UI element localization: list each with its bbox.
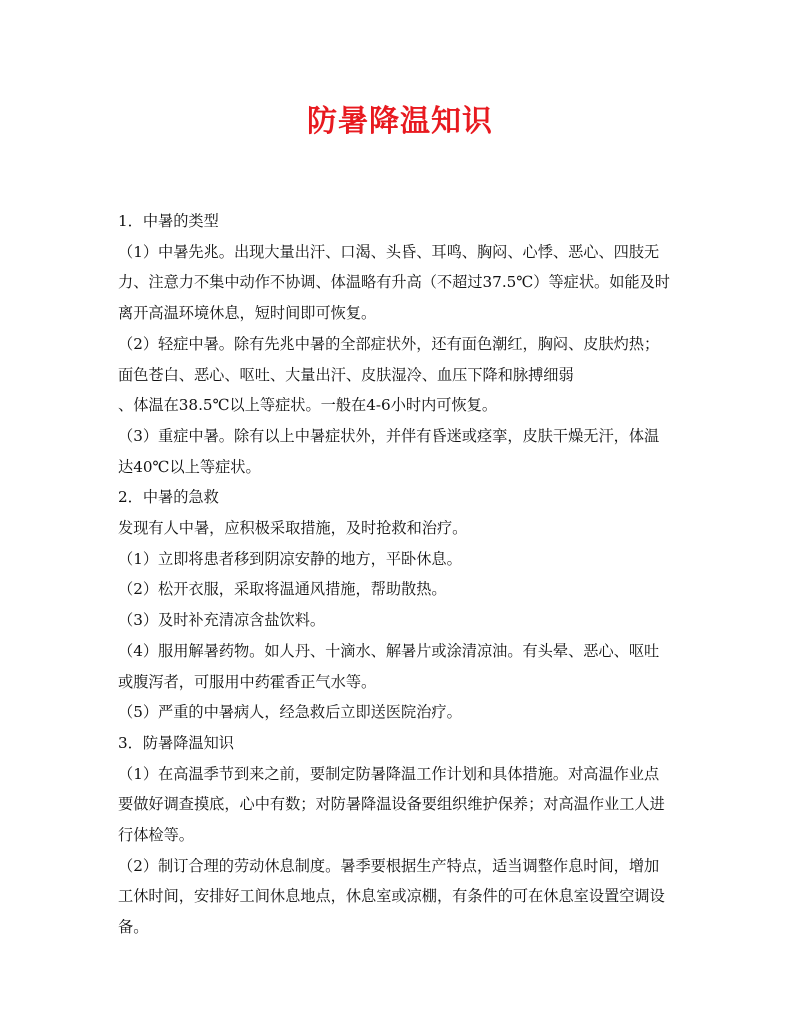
- body-line: 要做好调查摸底，心中有数；对防暑降温设备要组织维护保养；对高温作业工人进: [118, 795, 665, 814]
- body-line: （4）服用解暑药物。如人丹、十滴水、解暑片或涂清凉油。有头晕、恶心、呕吐: [118, 641, 660, 660]
- body-line: （3）重症中暑。除有以上中暑症状外，并伴有昏迷或痉挛，皮肤干燥无汗，体温: [118, 426, 660, 445]
- body-line: （2）松开衣服，采取将温通风措施，帮助散热。: [118, 580, 447, 599]
- body-line: 行体检等。: [118, 826, 194, 845]
- body-line: （1）立即将患者移到阴凉安静的地方，平卧休息。: [118, 549, 462, 568]
- body-line: 离开高温环境休息，短时间即可恢复。: [118, 304, 377, 323]
- body-line: （2）制订合理的劳动休息制度。暑季要根据生产特点，适当调整作息时间，增加: [118, 856, 660, 875]
- body-line: 或腹泻者，可服用中药霍香正气水等。: [118, 672, 377, 691]
- body-line: （1）在高温季节到来之前，要制定防暑降温工作计划和具体措施。对高温作业点: [118, 764, 660, 783]
- body-line: 力、注意力不集中动作不协调、体温略有升高（不超过37.5℃）等症状。如能及时: [118, 273, 670, 292]
- section-heading: 1．中暑的类型: [118, 212, 219, 230]
- body-line: （5）严重的中暑病人，经急救后立即送医院治疗。: [118, 703, 462, 722]
- body-line: 面色苍白、恶心、呕吐、大量出汗、皮肤湿冷、血压下降和脉搏细弱: [118, 365, 574, 384]
- section-heading: 3．防暑降温知识: [118, 733, 234, 752]
- body-line: 备。: [118, 918, 149, 937]
- body-line: （2）轻症中暑。除有先兆中暑的全部症状外，还有面色潮红，胸闷、皮肤灼热；: [118, 334, 660, 353]
- body-line: 工休时间，安排好工间休息地点，休息室或凉棚，有条件的可在休息室设置空调设: [118, 887, 665, 906]
- document-title: 防暑降温知识: [307, 104, 493, 139]
- body-line: 达40℃以上等症状。: [118, 457, 261, 476]
- body-line: （3）及时补充清凉含盐饮料。: [118, 611, 326, 630]
- section-heading: 2．中暑的急救: [118, 488, 219, 507]
- body-line: （1）中暑先兆。出现大量出汗、口渴、头昏、耳鸣、胸闷、心悸、恶心、四肢无: [118, 242, 660, 261]
- body-line: 、体温在38.5℃以上等症状。一般在4-6小时内可恢复。: [118, 396, 498, 415]
- body-line: 发现有人中暑，应积极采取措施，及时抢救和治疗。: [118, 519, 468, 538]
- document-body: [118, 206, 686, 943]
